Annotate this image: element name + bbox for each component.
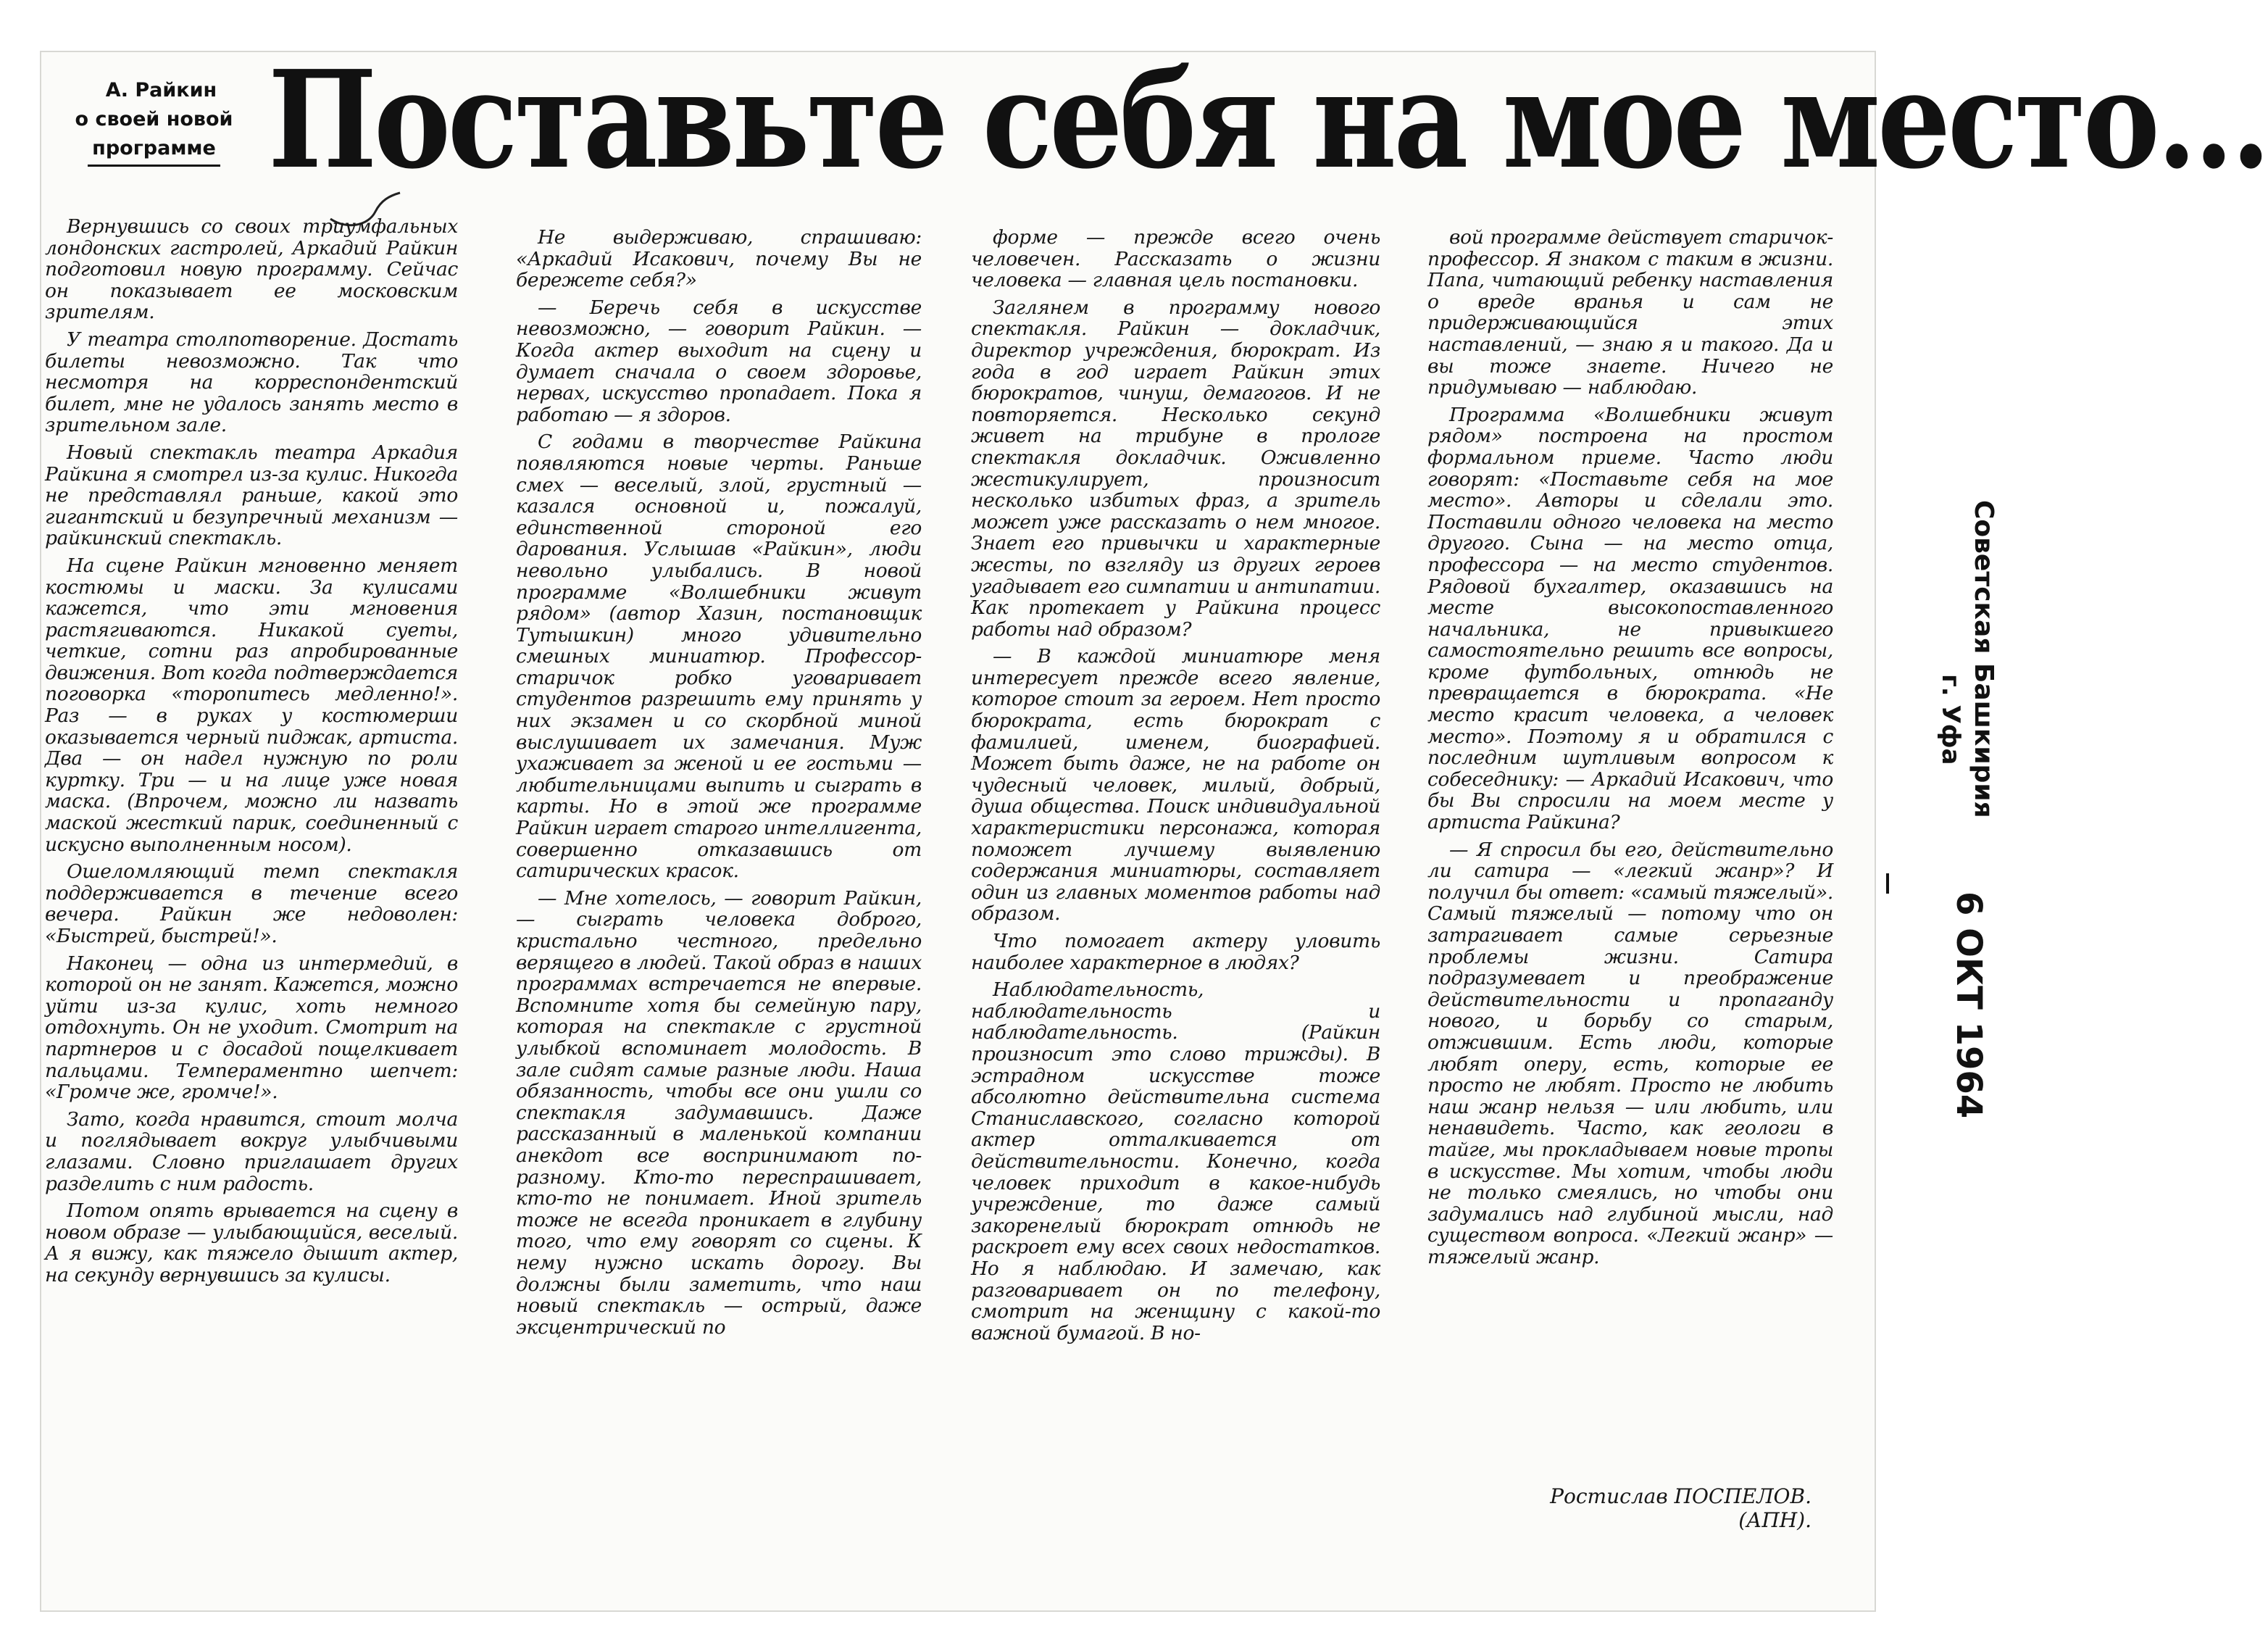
paragraph: — Я спросил бы его, действительно ли сатира — «легкий жанр»? И получил бы ответ: «самый тяжелый». Самый тяжелый — потому что он затрагивает самые серьезные проблемы жизни. Сатира подразумевает и преображение действительности и пропаганду нового, и борьбу со старым, отжившим. Есть люди, которые любят оперу, есть, которые ее просто не любят. Просто не любить наш жанр нельзя — или любить, или ненавидеть. Часто, как геологи в тайге, мы прокладываем новые тропы в искусстве. Мы хотим, чтобы люди не только смеялись, но чтобы они задумались над глубиной мысли, над существом вопроса. «Легкий жанр» — тяжелый жанр. <box>1427 838 1833 1268</box>
paragraph: — В каждой миниатюре меня интересует прежде всего явление, которое стоит за героем. Нет просто бюрократа, есть бюрократ с фамилией, именем, биографией. Может быть даже, не на работе он чудесный человек, милый, добрый, душа общества. Поиск индивидуальной характеристики персонажа, которая поможет лучшему выявлению содержания миниатюры, составляет один из главных моментов работы над образом. <box>971 645 1380 926</box>
paragraph: Новый спектакль театра Аркадия Райкина я смотрел из-за кулис. Никогда не представлял раньше, какой это гигантский и безупречный механизм — райкинский спектакль. <box>45 441 458 550</box>
headline: Поставьте себя на мое место... <box>268 41 2268 199</box>
source-stamp <box>1913 500 2000 819</box>
paragraph: — Мне хотелось, — говорит Райкин, — сыграть человека доброго, кристально честного, предельно верящего в людей. Такой образ в наших программах встречается не впервые. Вспомните хотя бы семейную пару, которая на спектакле с грустной улыбкой вспоминает молодость. В зале сидят самые разные люди. Наша обязанность, чтобы все они ушли со спектакля задумавшись. Даже рассказанный в маленькой компании анекдот все воспринимают по-разному. Кто-то переспрашивает, кто-то не понимает. Иной зритель тоже не всегда проникает в глубину того, что ему говорят со сцены. К нему нужно искать дорогу. Вы должны были заметить, что наш новый спектакль — острый, даже эксцентрический по <box>516 886 922 1339</box>
paragraph: Наблюдательность, наблюдательность и наблюдательность. (Райкин произносит это слово трижды). В эстрадном искусстве тоже абсолютно действительна система Станиславского, согласно которой актер отталкивается от действительности. Конечно, когда человек приходит в какое-нибудь учреждение, то даже самый закоренелый бюрократ отнюдь не раскроет ему всех своих недостатков. Но я наблюдаю. И замечаю, как разговаривает он по телефону, смотрит на женщину с какой-то важной бумагой. В но- <box>971 978 1380 1344</box>
question-paragraph: Что помогает актеру уловить наиболее характерное в людях? <box>971 930 1380 974</box>
byline <box>1514 1484 1812 1532</box>
article-column-1 <box>45 216 458 1292</box>
paragraph: Заглянем в программу нового спектакля. Райкин — докладчик, директор учреждения, бюрократ. Из года в год играет Райкин этих бюрократов, чинуш, демагогов. И не повторяется. Несколько секунд живет на трибуне в прологе спектакля докладчик. Оживленно жестикулирует, произносит несколько избитых фраз, а зритель может уже рассказать о нем многое. Знает его привычки и характерные жесты, по взгляду из других героев угадывает его симпатии и антипатии. Как протекает у Райкина процесс работы над образом? <box>971 296 1380 641</box>
paragraph: На сцене Райкин мгновенно меняет костюмы и маски. За кулисами кажется, что эти мгновения растягиваются. Никакой суеты, четкие, сотни раз апробированные движения. Вот когда подтверждается поговорка «торопитесь медленно!». Раз — в руках у костюмерши оказывается черный пиджак, артиста. Два — он надел нужную по роли куртку. Три — и на лице уже новая маска. (Впрочем, можно ли назвать маской жесткий парик, соединенный с искусно выполненным носом). <box>45 554 458 856</box>
paragraph: форме — прежде всего очень человечен. Рассказать о жизни человека — главная цель постановки. <box>971 226 1380 292</box>
paragraph: Наконец — одна из интермедий, в которой он не занят. Кажется, можно уйти из-за кулис, хоть немного отдохнуть. Он не уходит. Смотрит на партнеров и с досадой пощелкивает пальцами. Темпераментно шепчет: «Громче же, громче!». <box>45 952 458 1104</box>
paragraph: Не выдерживаю, спрашиваю: «Аркадий Исакович, почему Вы не бережете себя?» <box>516 226 922 292</box>
article-kicker <box>62 76 246 167</box>
paragraph: — Беречь себя в искусстве невозможно, — говорит Райкин. — Когда актер выходит на сцену и думает сначала о своем здоровье, нервах, искусство пропадает. Пока я работаю — я здоров. <box>516 296 922 426</box>
paragraph: Потом опять врывается на сцену в новом образе — улыбающийся, веселый. А я вижу, как тяжело дышит актер, на секунду вернувшись за кулисы. <box>45 1199 458 1286</box>
paragraph: С годами в творчестве Райкина появляются новые черты. Раньше смех — веселый, злой, грустный — казался основной и, пожалуй, единственной стороной его дарования. Услышав «Райкин», люди невольно улыбались. В новой программе «Волшебники живут рядом» (автор Хазин, постановщик Тутышкин) много удивительно смешных миниатюр. Профессор-старичок робко уговаривает студентов разрешить ему принять у них экзамен и со скорбной миной выслушивает их замечания. Муж ухаживает за женой и ее гостьми — любительницами выпить и сыграть в карты. Но в этой же программе Райкин играет старого интеллигента, совершенно отказавшись от сатирических красок. <box>516 431 922 883</box>
paragraph: Вернувшись со своих триумфальных лондонских гастролей, Аркадий Райкин подготовил новую программу. Сейчас он показывает ее московским зрителям. <box>45 215 458 324</box>
byline-agency: (АПН). <box>1738 1508 1812 1532</box>
article-column-2 <box>516 227 922 1344</box>
kicker-line-2: о своей новой <box>75 108 233 130</box>
paragraph: Зато, когда нравится, стоит молча и поглядывает вокруг улыбчивыми глазами. Словно приглашает других разделить с ним радость. <box>45 1107 458 1195</box>
article-column-3 <box>971 227 1380 1350</box>
newspaper-city: г. Уфа <box>1936 674 1965 765</box>
kicker-author: А. Райкин <box>105 79 217 101</box>
paragraph: Программа «Волшебники живут рядом» построена на простом формальном приеме. Часто люди говорят: «Поставьте себя на мое место». Авторы и сделали это. Поставили одного человека на место другого. Сына — на место отца, профессора — на место студентов. Рядовой бухгалтер, оказавшись на месте высокопоставленного начальника, не привыкшего самостоятельно решить все вопросы, кроме футбольных, отнюдь не превращается в бюрократа. «Не место красит человека, а человек место». Поэтому я и обратился с последним шутливым вопросом к собеседнику: — Аркадий Исакович, что бы Вы спросили на моем месте у артиста Райкина? <box>1427 403 1833 834</box>
kicker-line-3: программе <box>88 134 220 167</box>
paragraph: Ошеломляющий темп спектакля поддерживается в течение всего вечера. Райкин же недоволен: «Быстрей, быстрей!». <box>45 860 458 947</box>
publication-date: 6 ОКТ 1964 <box>1948 891 1989 1119</box>
byline-author: Ростислав ПОСПЕЛОВ. <box>1550 1484 1812 1508</box>
paragraph: вой программе действует старичок-профессор. Я знаком с таким в жизни. Папа, читающий ребенку наставления о вреде вранья и сам не придерживающийся этих наставлений, — знаю я и такого. Да и вы тоже знаете. Ничего не придумываю — наблюдаю. <box>1427 226 1833 399</box>
article-column-4 <box>1427 227 1833 1274</box>
paragraph: У театра столпотворение. Достать билеты невозможно. Так что несмотря на корреспондентский билет, мне не удалось занять место в зрительном зале. <box>45 328 458 437</box>
newspaper-name: Советская Башкирия <box>1969 500 1998 818</box>
stamp-dash <box>1886 873 1889 894</box>
